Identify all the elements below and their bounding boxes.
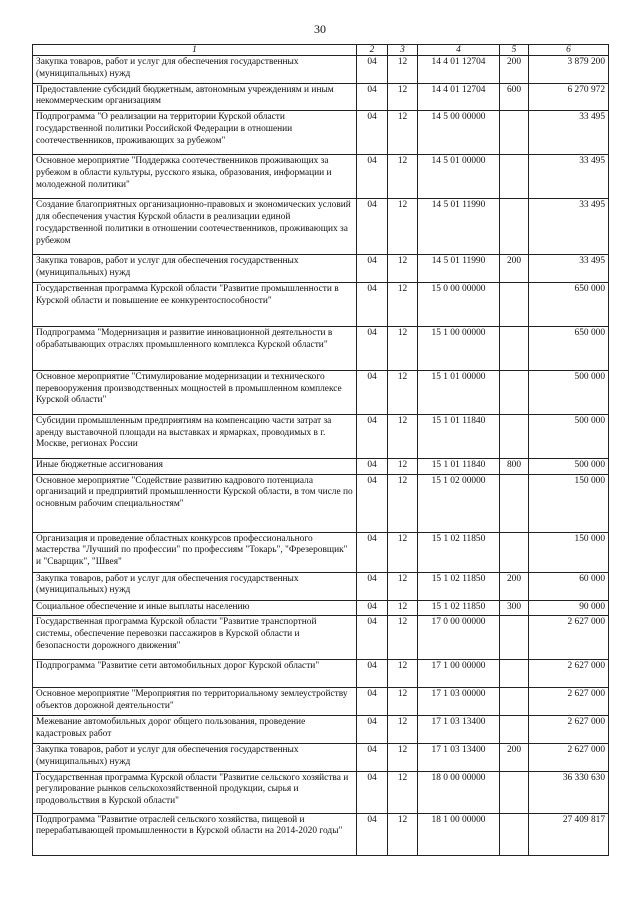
row-expense-type-cell: 200 (500, 743, 529, 771)
row-section-cell: 04 (357, 572, 388, 600)
row-target-article-cell: 17 1 03 13400 (418, 743, 500, 771)
row-subsection-cell: 12 (388, 813, 418, 855)
row-section-cell: 04 (357, 771, 388, 813)
row-subsection-cell: 12 (388, 688, 418, 716)
row-section-cell: 04 (357, 532, 388, 572)
row-amount-cell: 650 000 (529, 326, 609, 370)
row-target-article-cell: 15 1 02 00000 (418, 474, 500, 532)
row-name-cell: Основное мероприятие "Мероприятия по территориальному землеустройству объектов дорожной деятельности" (33, 688, 357, 716)
row-expense-type-cell: 300 (500, 600, 529, 616)
row-expense-type-cell: 200 (500, 56, 529, 84)
row-section-cell: 04 (357, 282, 388, 326)
row-subsection-cell: 12 (388, 600, 418, 616)
row-subsection-cell: 12 (388, 155, 418, 199)
row-subsection-cell: 12 (388, 111, 418, 155)
table-row (33, 282, 609, 326)
row-target-article-cell: 17 1 03 13400 (418, 716, 500, 744)
table-row (33, 660, 609, 688)
row-amount-cell: 500 000 (529, 458, 609, 474)
row-section-cell: 04 (357, 155, 388, 199)
row-section-cell: 04 (357, 743, 388, 771)
row-expense-type-cell (500, 155, 529, 199)
row-section-cell: 04 (357, 813, 388, 855)
budget-table (32, 44, 609, 856)
row-subsection-cell: 12 (388, 743, 418, 771)
row-target-article-cell: 15 1 02 11850 (418, 532, 500, 572)
row-name-cell: Субсидии промышленным предприятиям на компенсацию части затрат за аренду выставочной площади на выставках и ярмарках, проводимых в г. Москве, регионах России (33, 414, 357, 458)
row-amount-cell: 33 495 (529, 155, 609, 199)
row-target-article-cell: 14 5 01 11990 (418, 199, 500, 255)
row-expense-type-cell (500, 370, 529, 414)
row-target-article-cell: 15 1 02 11850 (418, 600, 500, 616)
row-name-cell: Основное мероприятие "Стимулирование модернизации и технического перевооружения производственных мощностей в промышленном комплексе Курской области" (33, 370, 357, 414)
table-row (33, 688, 609, 716)
row-target-article-cell: 17 1 03 00000 (418, 688, 500, 716)
table-row (33, 199, 609, 255)
row-name-cell: Основное мероприятие "Содействие развитию кадрового потенциала организаций и предприятий промышленности Курской области, в том числе по основным рабочим специальностям" (33, 474, 357, 532)
row-target-article-cell: 15 1 01 00000 (418, 370, 500, 414)
row-expense-type-cell (500, 326, 529, 370)
row-name-cell: Государственная программа Курской области "Развитие сельского хозяйства и регулирование рынков сельскохозяйственной продукции, сырья и продовольствия в Курской области" (33, 771, 357, 813)
row-subsection-cell: 12 (388, 414, 418, 458)
row-expense-type-cell (500, 111, 529, 155)
row-expense-type-cell (500, 813, 529, 855)
row-subsection-cell: 12 (388, 616, 418, 660)
row-expense-type-cell (500, 660, 529, 688)
row-subsection-cell: 12 (388, 458, 418, 474)
row-section-cell: 04 (357, 458, 388, 474)
row-subsection-cell: 12 (388, 326, 418, 370)
row-target-article-cell: 14 5 01 00000 (418, 155, 500, 199)
row-target-article-cell: 17 0 00 00000 (418, 616, 500, 660)
row-amount-cell: 2 627 000 (529, 688, 609, 716)
row-target-article-cell: 18 0 00 00000 (418, 771, 500, 813)
row-section-cell: 04 (357, 660, 388, 688)
header-col-1: 1 (33, 45, 357, 56)
row-name-cell: Подпрограмма "Развитие сети автомобильных дорог Курской области" (33, 660, 357, 688)
table-row (33, 83, 609, 111)
row-expense-type-cell (500, 414, 529, 458)
row-amount-cell: 2 627 000 (529, 616, 609, 660)
row-target-article-cell: 15 1 00 00000 (418, 326, 500, 370)
row-section-cell: 04 (357, 370, 388, 414)
row-expense-type-cell (500, 474, 529, 532)
header-col-2: 2 (357, 45, 388, 56)
row-expense-type-cell: 600 (500, 83, 529, 111)
row-target-article-cell: 14 5 00 00000 (418, 111, 500, 155)
row-expense-type-cell (500, 716, 529, 744)
row-section-cell: 04 (357, 600, 388, 616)
row-amount-cell: 500 000 (529, 370, 609, 414)
row-subsection-cell: 12 (388, 370, 418, 414)
header-col-4: 4 (418, 45, 500, 56)
row-name-cell: Межевание автомобильных дорог общего пользования, проведение кадастровых работ (33, 716, 357, 744)
row-section-cell: 04 (357, 255, 388, 283)
row-amount-cell: 2 627 000 (529, 743, 609, 771)
row-expense-type-cell (500, 616, 529, 660)
row-amount-cell: 36 330 630 (529, 771, 609, 813)
table-row (33, 56, 609, 84)
row-amount-cell: 3 879 200 (529, 56, 609, 84)
row-section-cell: 04 (357, 616, 388, 660)
row-expense-type-cell (500, 771, 529, 813)
row-name-cell: Закупка товаров, работ и услуг для обеспечения государственных (муниципальных) нужд (33, 743, 357, 771)
row-target-article-cell: 15 0 00 00000 (418, 282, 500, 326)
table-row (33, 716, 609, 744)
table-row (33, 255, 609, 283)
row-name-cell: Предоставление субсидий бюджетным, автономным учреждениям и иным некоммерческим организациям (33, 83, 357, 111)
row-target-article-cell: 14 4 01 12704 (418, 83, 500, 111)
row-amount-cell: 27 409 817 (529, 813, 609, 855)
row-name-cell: Создание благоприятных организационно-правовых и экономических условий для обеспечения участия Курской области в реализации единой государственной политики в отношении соотечественников, проживающих за рубежом (33, 199, 357, 255)
row-name-cell: Организация и проведение областных конкурсов профессионального мастерства "Лучший по профессии" по профессиям "Токарь", "Фрезеровщик" и "Сварщик", "Швея" (33, 532, 357, 572)
row-section-cell: 04 (357, 111, 388, 155)
row-amount-cell: 33 495 (529, 199, 609, 255)
row-expense-type-cell: 200 (500, 255, 529, 283)
row-name-cell: Подпрограмма "О реализации на территории Курской области государственной политики Российской Федерации в отношении соотечественников, проживающих за рубежом" (33, 111, 357, 155)
row-name-cell: Закупка товаров, работ и услуг для обеспечения государственных (муниципальных) нужд (33, 572, 357, 600)
table-row (33, 813, 609, 855)
row-subsection-cell: 12 (388, 255, 418, 283)
header-col-6: 6 (529, 45, 609, 56)
row-target-article-cell: 18 1 00 00000 (418, 813, 500, 855)
row-section-cell: 04 (357, 716, 388, 744)
row-target-article-cell: 15 1 01 11840 (418, 414, 500, 458)
row-name-cell: Подпрограмма "Модернизация и развитие инновационной деятельности в обрабатывающих отраслях промышленного комплекса Курской области" (33, 326, 357, 370)
row-section-cell: 04 (357, 414, 388, 458)
row-amount-cell: 500 000 (529, 414, 609, 458)
row-amount-cell: 60 000 (529, 572, 609, 600)
page-number: 30 (314, 22, 326, 36)
row-name-cell: Государственная программа Курской области "Развитие промышленности в Курской области и повышение ее конкурентоспособности" (33, 282, 357, 326)
table-row (33, 743, 609, 771)
row-amount-cell: 150 000 (529, 474, 609, 532)
row-amount-cell: 6 270 972 (529, 83, 609, 111)
row-amount-cell: 650 000 (529, 282, 609, 326)
row-expense-type-cell (500, 199, 529, 255)
table-row (33, 111, 609, 155)
table-row (33, 474, 609, 532)
header-col-5: 5 (500, 45, 529, 56)
table-row (33, 414, 609, 458)
table-row (33, 458, 609, 474)
row-subsection-cell: 12 (388, 716, 418, 744)
row-section-cell: 04 (357, 56, 388, 84)
row-amount-cell: 150 000 (529, 532, 609, 572)
row-name-cell: Государственная программа Курской области "Развитие транспортной системы, обеспечение перевозки пассажиров в Курской области и безопасности дорожного движения" (33, 616, 357, 660)
row-name-cell: Социальное обеспечение и иные выплаты населению (33, 600, 357, 616)
row-section-cell: 04 (357, 474, 388, 532)
table-row (33, 771, 609, 813)
table-row (33, 600, 609, 616)
row-section-cell: 04 (357, 326, 388, 370)
row-expense-type-cell (500, 688, 529, 716)
row-target-article-cell: 17 1 00 00000 (418, 660, 500, 688)
table-header-row (33, 45, 609, 56)
row-target-article-cell: 14 5 01 11990 (418, 255, 500, 283)
row-amount-cell: 2 627 000 (529, 660, 609, 688)
header-col-3: 3 (388, 45, 418, 56)
row-section-cell: 04 (357, 83, 388, 111)
row-subsection-cell: 12 (388, 56, 418, 84)
row-subsection-cell: 12 (388, 282, 418, 326)
row-expense-type-cell (500, 282, 529, 326)
row-subsection-cell: 12 (388, 199, 418, 255)
row-expense-type-cell: 800 (500, 458, 529, 474)
table-row (33, 532, 609, 572)
row-subsection-cell: 12 (388, 83, 418, 111)
table-row (33, 572, 609, 600)
row-subsection-cell: 12 (388, 660, 418, 688)
row-subsection-cell: 12 (388, 771, 418, 813)
row-expense-type-cell: 200 (500, 572, 529, 600)
row-amount-cell: 90 000 (529, 600, 609, 616)
row-target-article-cell: 14 4 01 12704 (418, 56, 500, 84)
row-name-cell: Подпрограмма "Развитие отраслей сельского хозяйства, пищевой и перерабатывающей промышленности в Курской области на 2014-2020 годы" (33, 813, 357, 855)
row-section-cell: 04 (357, 688, 388, 716)
table-row (33, 370, 609, 414)
row-target-article-cell: 15 1 02 11850 (418, 572, 500, 600)
table-row (33, 616, 609, 660)
row-amount-cell: 33 495 (529, 111, 609, 155)
table-row (33, 155, 609, 199)
row-amount-cell: 33 495 (529, 255, 609, 283)
row-name-cell: Основное мероприятие "Поддержка соотечественников проживающих за рубежом в области культуры, русского языка, образования, информации и молодежной политики" (33, 155, 357, 199)
row-amount-cell: 2 627 000 (529, 716, 609, 744)
row-expense-type-cell (500, 532, 529, 572)
table-row (33, 326, 609, 370)
row-subsection-cell: 12 (388, 532, 418, 572)
row-name-cell: Закупка товаров, работ и услуг для обеспечения государственных (муниципальных) нужд (33, 56, 357, 84)
row-name-cell: Иные бюджетные ассигнования (33, 458, 357, 474)
row-section-cell: 04 (357, 199, 388, 255)
row-subsection-cell: 12 (388, 474, 418, 532)
row-target-article-cell: 15 1 01 11840 (418, 458, 500, 474)
row-name-cell: Закупка товаров, работ и услуг для обеспечения государственных (муниципальных) нужд (33, 255, 357, 283)
row-subsection-cell: 12 (388, 572, 418, 600)
